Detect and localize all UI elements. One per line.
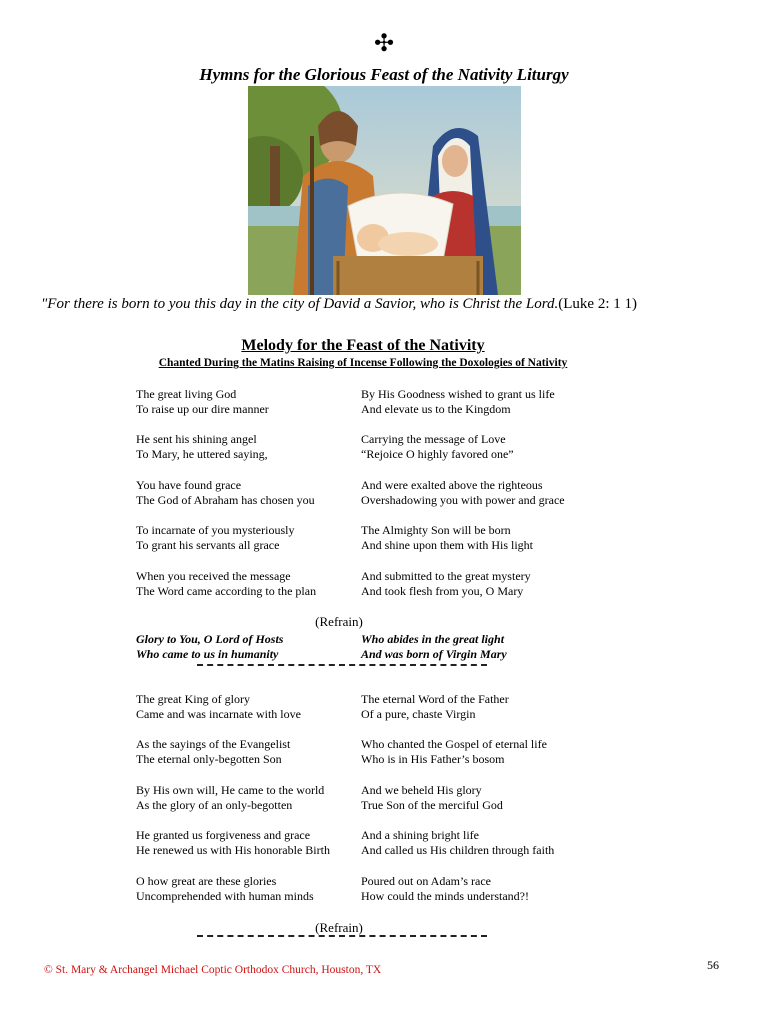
footer-copyright: © St. Mary & Archangel Michael Coptic Orthodox Church, Houston, TX (44, 964, 382, 976)
stanza-line: By His Goodness wished to grant us life (361, 387, 555, 401)
stanza-line: As the glory of an only-begotten (136, 798, 293, 812)
refrain-line: Who came to us in humanity (136, 647, 279, 661)
refrain-line: Who abides in the great light (361, 632, 505, 646)
stanza-line: And submitted to the great mystery (361, 569, 531, 583)
stanza-line: And were exalted above the righteous (361, 478, 543, 492)
stanza-line: To incarnate of you mysteriously (136, 523, 295, 537)
nativity-painting (248, 86, 521, 295)
stanza-line: To Mary, he uttered saying, (136, 447, 268, 461)
stanza-line: The Word came according to the plan (136, 584, 317, 598)
quote-reference: (Luke 2: 1 1) (558, 296, 637, 312)
refrain-line: And was born of Virgin Mary (361, 647, 507, 661)
stanza-line: Overshadowing you with power and grace (361, 493, 565, 507)
stanza-line: And called us His children through faith (361, 843, 555, 857)
quote-text: "For there is born to you this day in the city of David a Savior, who is Christ the Lord. (41, 296, 559, 312)
stanza-1 (136, 387, 636, 417)
stanza-line: The great King of glory (136, 692, 250, 706)
stanza-line: And shine upon them with His light (361, 538, 533, 552)
refrain-label: (Refrain) (315, 614, 363, 629)
coptic-cross-icon: ✣ (373, 31, 395, 57)
divider (197, 664, 487, 669)
stanza-line: And took flesh from you, O Mary (361, 584, 524, 598)
stanza-line: How could the minds understand?! (361, 889, 529, 903)
stanza-line: The Almighty Son will be born (361, 523, 511, 537)
stanza-line: True Son of the merciful God (361, 798, 503, 812)
stanza-2 (136, 432, 636, 462)
stanza-7 (136, 737, 636, 767)
stanza-line: Came and was incarnate with love (136, 707, 301, 721)
stanza-line: “Rejoice O highly favored one” (361, 447, 514, 461)
stanza-line: He renewed us with His honorable Birth (136, 843, 330, 857)
stanza-line: To grant his servants all grace (136, 538, 280, 552)
stanza-line: And we beheld His glory (361, 783, 482, 797)
stanza-line: O how great are these glories (136, 874, 277, 888)
stanza-line: And a shining bright life (361, 828, 479, 842)
stanza-10 (136, 874, 636, 904)
section-subtitle: Chanted During the Matins Raising of Incense Following the Doxologies of Nativity (158, 357, 568, 369)
stanza-line: The God of Abraham has chosen you (136, 493, 315, 507)
scripture-quote (41, 296, 761, 313)
page-number: 56 (707, 958, 719, 972)
refrain-stanza (136, 632, 636, 662)
stanza-4 (136, 523, 636, 553)
stanza-line: When you received the message (136, 569, 291, 583)
section-title: Melody for the Feast of the Nativity (241, 337, 485, 354)
stanza-line: To raise up our dire manner (136, 402, 269, 416)
refrain-label-end: (Refrain) (315, 920, 363, 935)
stanza-line: Uncomprehended with human minds (136, 889, 314, 903)
stanza-line: He sent his shining angel (136, 432, 257, 446)
stanza-line: Who chanted the Gospel of eternal life (361, 737, 547, 751)
stanza-6 (136, 692, 636, 722)
divider (197, 935, 487, 940)
stanza-5 (136, 569, 636, 599)
stanza-line: As the sayings of the Evangelist (136, 737, 291, 751)
stanza-line: The eternal only-begotten Son (136, 752, 282, 766)
nativity-icon (248, 86, 521, 295)
stanza-line: By His own will, He came to the world (136, 783, 325, 797)
stanza-line: The great living God (136, 387, 237, 401)
stanza-8 (136, 783, 636, 813)
stanza-line: Carrying the message of Love (361, 432, 506, 446)
refrain-line: Glory to You, O Lord of Hosts (136, 632, 284, 646)
stanza-line: Of a pure, chaste Virgin (361, 707, 476, 721)
stanza-9 (136, 828, 636, 858)
stanza-line: And elevate us to the Kingdom (361, 402, 511, 416)
stanza-line: You have found grace (136, 478, 242, 492)
stanza-line: The eternal Word of the Father (361, 692, 509, 706)
stanza-line: He granted us forgiveness and grace (136, 828, 311, 842)
page-title: Hymns for the Glorious Feast of the Nativity Liturgy (199, 65, 569, 84)
stanza-3 (136, 478, 636, 508)
stanza-line: Poured out on Adam’s race (361, 874, 491, 888)
stanza-line: Who is in His Father’s bosom (361, 752, 505, 766)
